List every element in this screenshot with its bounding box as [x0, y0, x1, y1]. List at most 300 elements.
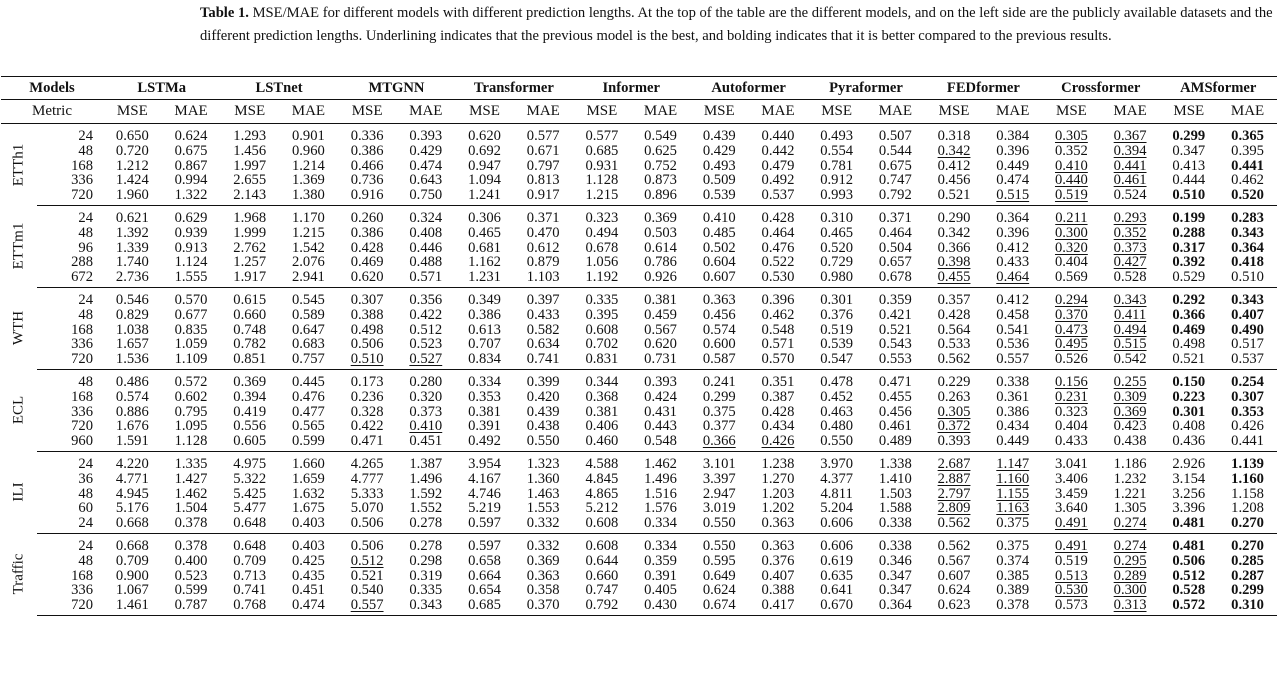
metric-mse: MSE [925, 100, 984, 124]
mae-value: 0.570 [174, 291, 208, 308]
mse-value: 1.657 [115, 336, 149, 353]
dataset-name: Traffic [10, 553, 27, 595]
mse-value: 0.406 [585, 418, 619, 435]
mae-value: 0.492 [761, 172, 795, 189]
mae-value: 0.521 [878, 321, 912, 338]
mse-value: 0.510 [338, 352, 397, 369]
mse-value: 0.323 [1054, 403, 1088, 420]
dataset-name: ETTh1 [10, 143, 27, 186]
dataset-label [1, 369, 37, 451]
mae-value: 0.565 [291, 418, 325, 435]
mae-value: 0.643 [409, 172, 443, 189]
mae-value: 0.393 [644, 373, 677, 390]
mse-value: 0.648 [233, 537, 267, 554]
mse-value: 3.954 [468, 455, 501, 472]
mae-value: 0.647 [291, 321, 325, 338]
mse-value: 0.604 [702, 254, 736, 271]
mse-value: 0.720 [115, 142, 149, 159]
mae-value: 0.373 [409, 403, 443, 420]
mse-value: 0.342 [937, 224, 971, 241]
mse-value: 0.241 [702, 373, 736, 390]
mse-value: 4.777 [350, 470, 384, 487]
mse-value: 0.366 [937, 239, 971, 256]
model-name: FEDformer [925, 77, 1042, 100]
table-row [1, 516, 1277, 533]
mae-value: 0.338 [996, 373, 1030, 390]
mae-value: 0.449 [996, 157, 1030, 174]
mse-value: 0.562 [925, 352, 984, 369]
mae-value: 0.577 [526, 128, 560, 144]
mse-value: 2.926 [1172, 455, 1206, 472]
mae-value: 0.427 [1113, 254, 1147, 271]
table-row [1, 369, 1277, 389]
dataset-name: WTH [10, 311, 27, 346]
mse-value: 0.260 [350, 209, 384, 226]
mae-value: 0.433 [526, 306, 560, 323]
mae-value: 0.835 [174, 321, 208, 338]
prediction-length: 24 [37, 516, 103, 533]
table-row [1, 533, 1277, 553]
mae-value: 0.683 [291, 336, 325, 353]
mae-value: 0.451 [291, 582, 325, 599]
metric-mae: MAE [983, 100, 1042, 124]
mae-value: 1.462 [644, 455, 677, 472]
mse-value: 0.410 [702, 209, 736, 226]
table-row [1, 390, 1277, 405]
table-row [1, 569, 1277, 584]
mae-value: 1.139 [1231, 455, 1264, 472]
dataset-name: ETTm1 [10, 223, 27, 270]
mse-value: 0.624 [702, 582, 736, 599]
table-row [1, 554, 1277, 569]
mae-value: 0.476 [291, 388, 325, 405]
mae-value: 1.305 [1113, 500, 1147, 517]
mae-value: 0.399 [526, 373, 560, 390]
mae-value: 0.371 [878, 209, 912, 226]
mae-value: 0.378 [174, 537, 208, 554]
mse-value: 0.587 [690, 352, 749, 369]
mae-value: 0.334 [644, 537, 677, 554]
mae-value: 1.208 [1231, 500, 1264, 517]
table-row [1, 598, 1277, 615]
table-row [1, 472, 1277, 487]
mse-value: 0.736 [350, 172, 384, 189]
metric-mae: MAE [866, 100, 925, 124]
mae-value: 0.462 [761, 306, 795, 323]
mae-value: 0.426 [749, 434, 808, 451]
mse-value: 0.709 [115, 552, 149, 569]
mae-value: 0.335 [409, 582, 443, 599]
mae-value: 0.571 [761, 336, 795, 353]
mae-value: 0.994 [174, 172, 208, 189]
mse-value: 0.709 [233, 552, 267, 569]
mae-value: 0.488 [409, 254, 443, 271]
mae-value: 1.170 [291, 209, 325, 226]
mae-value: 0.474 [279, 598, 338, 615]
mae-value: 0.431 [644, 403, 677, 420]
mse-value: 1.212 [115, 157, 149, 174]
mse-value: 0.349 [468, 291, 501, 308]
mae-value: 0.879 [526, 254, 560, 271]
prediction-length: 24 [78, 455, 93, 472]
mse-value: 0.495 [1054, 336, 1088, 353]
mse-value: 0.211 [1055, 209, 1088, 226]
mse-value: 0.491 [1054, 537, 1088, 554]
mse-value: 0.363 [702, 291, 736, 308]
dataset-name: ECL [10, 396, 27, 425]
mae-value: 0.451 [396, 434, 455, 451]
mse-value: 0.465 [468, 224, 501, 241]
mse-value: 0.547 [807, 352, 866, 369]
mae-value: 0.370 [514, 598, 573, 615]
mae-value: 0.363 [761, 537, 795, 554]
mae-value: 0.503 [644, 224, 677, 241]
mae-value: 1.186 [1113, 455, 1147, 472]
mae-value: 0.298 [409, 552, 443, 569]
mae-value: 0.386 [996, 403, 1030, 420]
mae-value: 0.320 [409, 388, 443, 405]
mae-value: 0.293 [1113, 209, 1147, 226]
mae-value: 0.378 [983, 598, 1042, 615]
mse-value: 0.300 [1054, 224, 1088, 241]
mse-value: 4.220 [115, 455, 149, 472]
mse-value: 0.456 [937, 172, 971, 189]
mse-value: 0.301 [1172, 403, 1206, 420]
mae-value: 0.373 [1113, 239, 1147, 256]
mse-value: 0.707 [468, 336, 501, 353]
mse-value: 0.782 [233, 336, 267, 353]
mae-value: 0.422 [409, 306, 443, 323]
mae-value: 1.496 [409, 470, 443, 487]
mae-value: 0.750 [396, 188, 455, 205]
mae-value: 0.449 [983, 434, 1042, 451]
model-name: LSTMa [103, 77, 220, 100]
dataset-label [1, 287, 37, 369]
mse-value: 0.834 [455, 352, 514, 369]
mae-value: 1.555 [162, 270, 221, 287]
mae-value: 0.346 [878, 552, 912, 569]
mae-value: 0.400 [174, 552, 208, 569]
mse-value: 0.668 [115, 537, 149, 554]
mse-value: 2.762 [233, 239, 267, 256]
mse-value: 0.574 [115, 388, 149, 405]
mse-value: 0.564 [937, 321, 971, 338]
table-row [1, 255, 1277, 270]
table-row [1, 159, 1277, 174]
mae-value: 1.322 [162, 188, 221, 205]
mse-value: 0.506 [338, 516, 397, 533]
mse-value: 3.396 [1172, 500, 1206, 517]
mse-value: 0.600 [702, 336, 736, 353]
mse-value: 0.608 [585, 321, 619, 338]
mse-value: 3.640 [1054, 500, 1088, 517]
prediction-length: 336 [71, 336, 93, 353]
mae-value: 1.095 [174, 418, 208, 435]
mse-value: 1.162 [468, 254, 501, 271]
mse-value: 0.550 [702, 537, 736, 554]
mae-value: 0.602 [174, 388, 208, 405]
mse-value: 5.322 [233, 470, 267, 487]
mse-value: 0.621 [115, 209, 149, 226]
mse-value: 0.606 [820, 537, 854, 554]
mse-value: 1.056 [585, 254, 619, 271]
mae-value: 0.367 [1113, 128, 1147, 144]
mae-value: 1.160 [996, 470, 1030, 487]
mse-value: 0.357 [937, 291, 971, 308]
mae-value: 1.542 [291, 239, 325, 256]
mae-value: 1.147 [996, 455, 1030, 472]
mse-value: 0.344 [585, 373, 619, 390]
mse-value: 0.485 [702, 224, 736, 241]
mae-value: 0.553 [866, 352, 925, 369]
mse-value: 0.649 [702, 567, 736, 584]
mae-value: 0.522 [761, 254, 795, 271]
mae-value: 1.516 [644, 485, 677, 502]
mae-value: 0.438 [526, 418, 560, 435]
mae-value: 0.274 [1101, 516, 1160, 533]
mae-value: 0.548 [761, 321, 795, 338]
mse-value: 0.993 [807, 188, 866, 205]
mae-value: 0.504 [878, 239, 912, 256]
mae-value: 0.582 [526, 321, 560, 338]
mse-value: 0.931 [585, 157, 619, 174]
mse-value: 0.658 [468, 552, 501, 569]
mae-value: 0.515 [983, 188, 1042, 205]
mse-value: 0.229 [937, 373, 971, 390]
mae-value: 0.376 [761, 552, 795, 569]
mae-value: 0.270 [1218, 516, 1277, 533]
mae-value: 0.873 [644, 172, 677, 189]
mse-value: 0.569 [1042, 270, 1101, 287]
mae-value: 0.520 [1218, 188, 1277, 205]
mse-value: 0.236 [350, 388, 384, 405]
table-row [1, 323, 1277, 338]
mae-value: 0.545 [291, 291, 325, 308]
mse-value: 0.768 [220, 598, 279, 615]
mse-value: 0.492 [455, 434, 514, 451]
mae-value: 0.570 [749, 352, 808, 369]
mse-value: 0.519 [820, 321, 854, 338]
mse-value: 3.154 [1172, 470, 1206, 487]
mae-value: 1.553 [526, 500, 560, 517]
mae-value: 0.369 [1113, 403, 1147, 420]
mse-value: 0.509 [702, 172, 736, 189]
mse-value: 0.573 [1042, 598, 1101, 615]
mae-value: 0.677 [174, 306, 208, 323]
mae-value: 0.434 [761, 418, 795, 435]
mse-value: 0.577 [585, 128, 619, 144]
mse-value: 2.736 [103, 270, 162, 287]
mse-value: 3.041 [1054, 455, 1088, 472]
mse-value: 5.204 [820, 500, 854, 517]
mse-value: 1.461 [103, 598, 162, 615]
mse-value: 0.692 [468, 142, 501, 159]
mse-value: 4.265 [350, 455, 384, 472]
mae-value: 0.489 [866, 434, 925, 451]
mae-value: 0.411 [1113, 306, 1147, 323]
mae-value: 0.363 [749, 516, 808, 533]
mse-value: 0.678 [585, 239, 619, 256]
mae-value: 0.572 [174, 373, 208, 390]
mse-value: 2.797 [937, 485, 971, 502]
mae-value: 0.343 [1231, 224, 1264, 241]
mse-value: 5.070 [350, 500, 384, 517]
mae-value: 1.221 [1113, 485, 1147, 502]
mse-value: 0.480 [820, 418, 854, 435]
mae-value: 1.059 [174, 336, 208, 353]
mae-value: 2.941 [279, 270, 338, 287]
mse-value: 0.648 [220, 516, 279, 533]
mse-value: 0.654 [468, 582, 501, 599]
table-row [1, 352, 1277, 369]
mse-value: 0.465 [820, 224, 854, 241]
mae-value: 0.375 [983, 516, 1042, 533]
mse-value: 0.607 [690, 270, 749, 287]
mae-value: 0.363 [526, 567, 560, 584]
mae-value: 0.675 [878, 157, 912, 174]
mse-value: 0.674 [690, 598, 749, 615]
mse-value: 0.747 [585, 582, 619, 599]
mse-value: 3.397 [702, 470, 736, 487]
mse-value: 0.498 [350, 321, 384, 338]
mae-value: 0.278 [409, 537, 443, 554]
mae-value: 0.310 [1218, 598, 1277, 615]
mae-value: 0.786 [644, 254, 677, 271]
mse-value: 0.381 [585, 403, 619, 420]
mse-value: 0.660 [233, 306, 267, 323]
mse-value: 0.519 [1042, 188, 1101, 205]
mse-value: 1.456 [233, 142, 267, 159]
metric-mae: MAE [1218, 100, 1277, 124]
table-row [1, 583, 1277, 598]
prediction-length: 336 [71, 582, 93, 599]
mae-value: 0.456 [878, 403, 912, 420]
mae-value: 0.359 [878, 291, 912, 308]
mae-value: 0.278 [396, 516, 455, 533]
mse-value: 0.436 [1159, 434, 1218, 451]
mae-value: 0.479 [761, 157, 795, 174]
mae-value: 0.319 [409, 567, 443, 584]
mse-value: 0.567 [937, 552, 971, 569]
mse-value: 0.410 [1054, 157, 1088, 174]
metric-mse: MSE [455, 100, 514, 124]
mse-value: 4.975 [233, 455, 267, 472]
mse-value: 4.845 [585, 470, 619, 487]
mse-value: 0.713 [233, 567, 267, 584]
table-row [1, 226, 1277, 241]
mae-value: 0.405 [644, 582, 677, 599]
mse-value: 0.444 [1172, 172, 1206, 189]
mse-value: 3.970 [820, 455, 854, 472]
mse-value: 0.395 [585, 306, 619, 323]
mae-value: 0.464 [878, 224, 912, 241]
mse-value: 0.419 [233, 403, 267, 420]
mae-value: 0.358 [526, 582, 560, 599]
mae-value: 0.528 [1101, 270, 1160, 287]
mse-value: 0.729 [820, 254, 854, 271]
mae-value: 0.678 [866, 270, 925, 287]
mae-value: 0.543 [878, 336, 912, 353]
mae-value: 0.510 [1218, 270, 1277, 287]
mse-value: 0.466 [350, 157, 384, 174]
mse-value: 0.413 [1172, 157, 1206, 174]
mae-value: 0.332 [526, 537, 560, 554]
mse-value: 0.498 [1172, 336, 1206, 353]
mae-value: 0.494 [1113, 321, 1147, 338]
mse-value: 0.606 [807, 516, 866, 533]
mse-value: 0.481 [1159, 516, 1218, 533]
mse-value: 3.256 [1172, 485, 1206, 502]
mae-value: 0.549 [644, 128, 677, 144]
model-name: Autoformer [690, 77, 807, 100]
mse-value: 0.469 [350, 254, 384, 271]
mae-value: 1.552 [409, 500, 443, 517]
mse-value: 4.865 [585, 485, 619, 502]
mse-value: 0.506 [350, 336, 384, 353]
mse-value: 0.481 [1172, 537, 1206, 554]
mse-value: 1.339 [115, 239, 149, 256]
mse-value: 0.347 [1172, 142, 1206, 159]
mae-value: 0.443 [644, 418, 677, 435]
mae-value: 1.427 [174, 470, 208, 487]
mse-value: 0.512 [350, 552, 384, 569]
mse-value: 0.741 [233, 582, 267, 599]
mae-value: 0.757 [279, 352, 338, 369]
mse-value: 0.412 [937, 157, 971, 174]
mse-value: 0.463 [820, 403, 854, 420]
mae-value: 0.332 [514, 516, 573, 533]
mse-value: 0.455 [925, 270, 984, 287]
mae-value: 1.659 [291, 470, 325, 487]
mae-value: 0.388 [761, 582, 795, 599]
mae-value: 0.752 [644, 157, 677, 174]
mse-value: 5.212 [585, 500, 619, 517]
mse-value: 0.440 [1054, 172, 1088, 189]
mse-value: 3.101 [702, 455, 736, 472]
mae-value: 0.353 [1231, 403, 1264, 420]
mse-value: 0.376 [820, 306, 854, 323]
mae-value: 0.313 [1101, 598, 1160, 615]
mse-value: 0.980 [807, 270, 866, 287]
mse-value: 0.422 [350, 418, 384, 435]
mae-value: 0.445 [291, 373, 325, 390]
mae-value: 0.441 [1113, 157, 1147, 174]
mse-value: 0.299 [702, 388, 736, 405]
metric-mse: MSE [573, 100, 632, 124]
mae-value: 0.441 [1218, 434, 1277, 451]
mae-value: 0.571 [396, 270, 455, 287]
mse-value: 0.562 [937, 537, 971, 554]
mae-value: 1.155 [996, 485, 1030, 502]
mae-value: 0.300 [1113, 582, 1147, 599]
mse-value: 1.392 [115, 224, 149, 241]
mse-value: 0.550 [690, 516, 749, 533]
mae-value: 2.076 [291, 254, 325, 271]
dataset-label [1, 124, 37, 206]
mae-value: 0.343 [1113, 291, 1147, 308]
table-row [1, 270, 1277, 287]
mae-value: 1.496 [644, 470, 677, 487]
mse-value: 0.748 [233, 321, 267, 338]
mae-value: 0.412 [996, 291, 1030, 308]
mse-value: 0.342 [937, 142, 971, 159]
prediction-length: 168 [71, 388, 93, 405]
mse-value: 2.687 [937, 455, 971, 472]
mse-value: 0.947 [468, 157, 501, 174]
mae-value: 0.474 [409, 157, 443, 174]
mse-value: 3.019 [702, 500, 736, 517]
prediction-length: 336 [71, 172, 93, 189]
